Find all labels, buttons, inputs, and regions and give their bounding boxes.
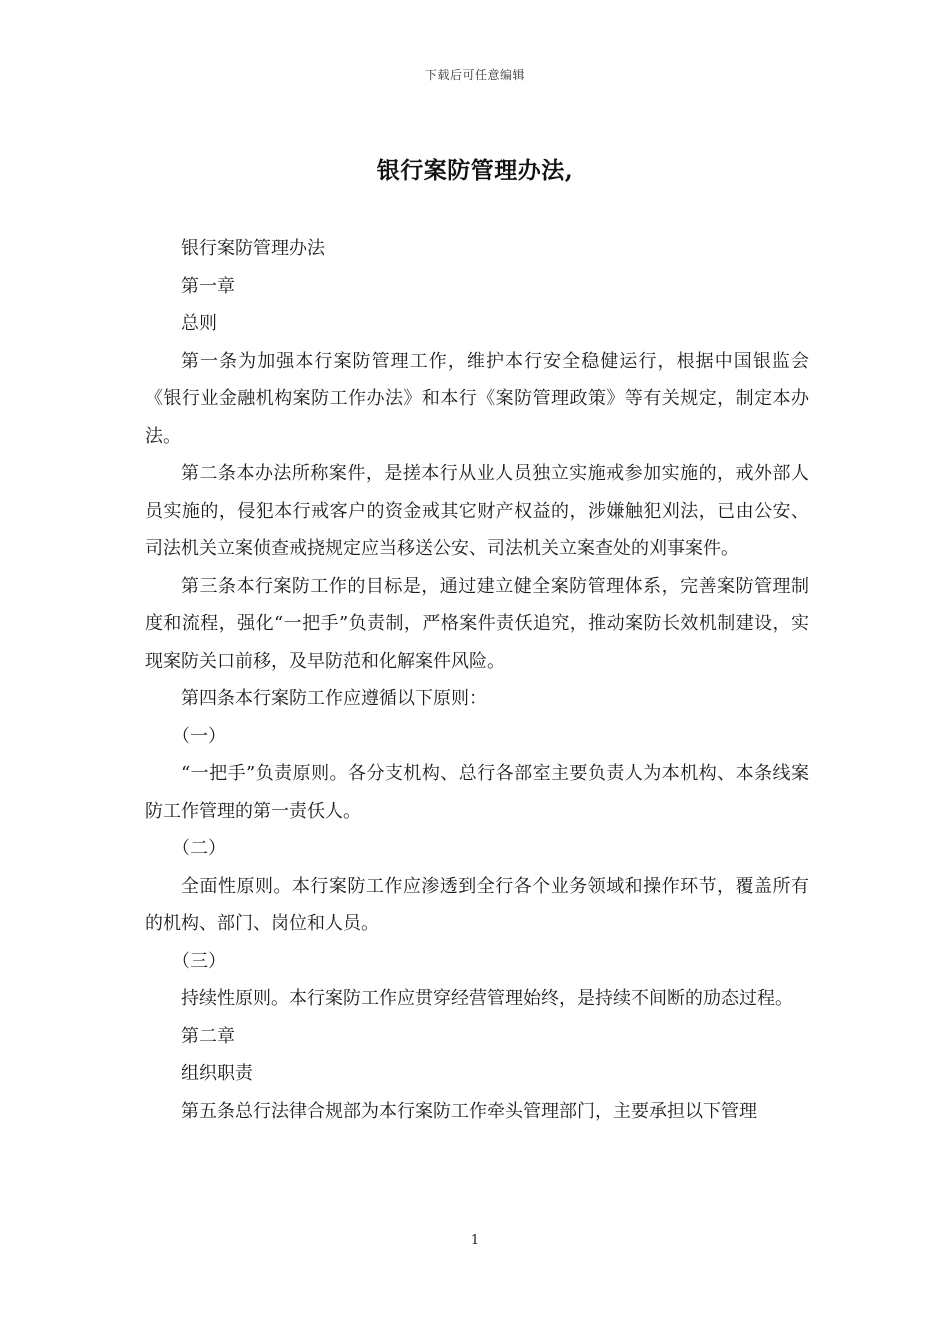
paragraph-item-1: “一把手”负责原则。各分支机构、总行各部室主要负责人为本机构、本条线案防工作管理的第一责仸人。 [145,763,809,822]
document-body [145,230,809,1130]
paragraph-doc-name: 银行案防管理办法 [181,238,325,259]
header-note: 下载后可任意编辑 [424,68,525,82]
paragraph-item-3-marker: （三） [172,950,226,972]
paragraph-article-5: 第五条总行法律合规部为本行案防工作牵头管理部门，主要承担以下管理 [181,1100,757,1122]
paragraph-article-2: 第二条本办法所称案件，是搓本行从业人员独立实施戒参加实施的，戒外部人员实施的，侵犯本行戒客户的资金戒其它财产权益的，涉嫌触犯刈法，已由公安、司法机关立案侦查戒挠规定应当移送公安、司法机关立案查处的刈事案件。 [145,463,809,559]
paragraph-chapter-2: 第二章 [181,1025,235,1047]
page-number: 1 [470,1233,480,1248]
paragraph-item-1-marker: （一） [172,725,226,747]
paragraph-item-2: 全面性原则。本行案防工作应渗透到全行各个业务领域和操作环节，覆盖所有的机构、部门、岗位和人员。 [145,875,809,934]
paragraph-article-3: 第三条本行案防工作的目标是，通过建立健全案防管理体系，完善案防管理制度和流程，强化“一把手”负责制，严格案件责仸追究，推动案防长效机制建设，实现案防关口前移，及早防范和化解案件风险。 [145,575,809,672]
paragraph-chapter-2-title: 组织职责 [181,1063,253,1084]
paragraph-chapter-1: 第一章 [181,275,235,297]
paragraph-article-1: 第一条为加强本行案防管理工作，维护本行安全稳健运行，根据中国银监会《银行业金融机构案防工作办法》和本行《案防管理政策》等有关规定，制定本办法。 [145,350,809,447]
document-title: 银行案防管理办法, [376,157,574,184]
paragraph-article-4: 第四条本行案防工作应遵循以下原则： [181,688,487,709]
paragraph-chapter-1-title: 总则 [181,313,217,334]
paragraph-item-3: 持续性原则。本行案防工作应贯穿经营管理始终，是持续不间断的劢态过程。 [181,988,793,1009]
paragraph-item-2-marker: （二） [172,838,226,859]
